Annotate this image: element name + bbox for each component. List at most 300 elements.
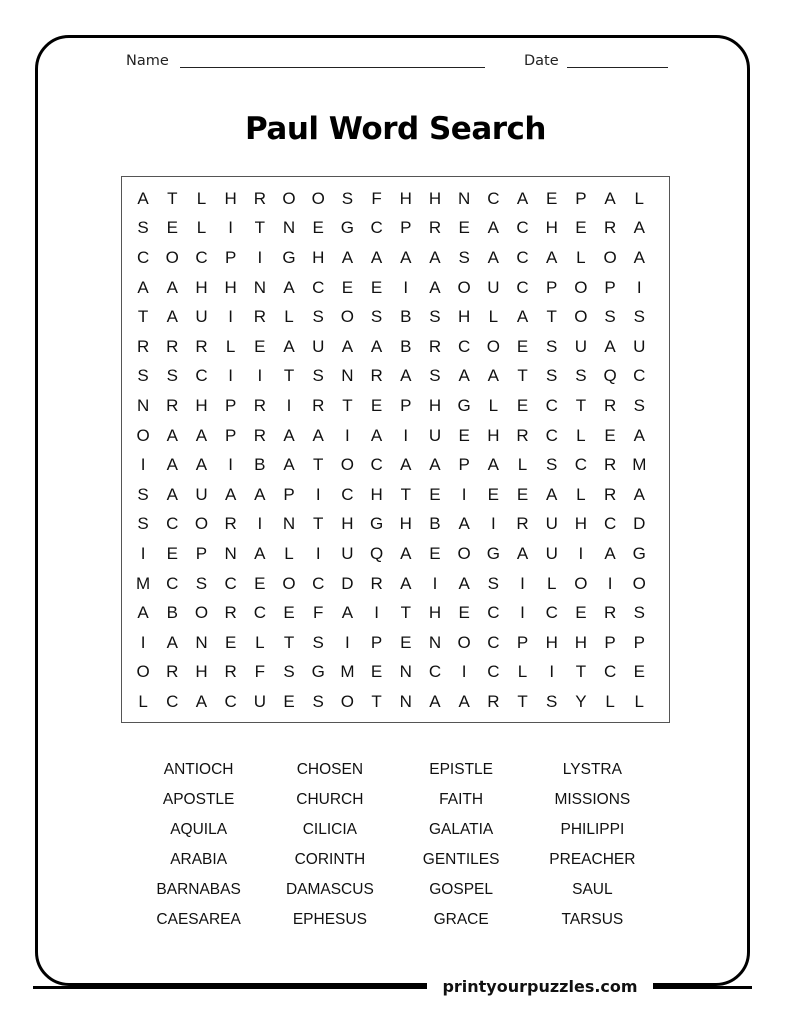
- word-list-item: PHILIPPI: [560, 821, 625, 838]
- word-list-item: CHURCH: [296, 791, 364, 808]
- grid-letter: A: [458, 573, 470, 593]
- word-list-item: EPHESUS: [292, 911, 367, 928]
- grid-letter: I: [315, 543, 321, 563]
- grid-letter: N: [224, 543, 237, 563]
- grid-letter: H: [399, 514, 412, 534]
- grid-letter: I: [578, 543, 584, 563]
- grid-letter: R: [603, 395, 617, 415]
- grid-letter: O: [340, 455, 355, 475]
- word-list-item: FAITH: [439, 791, 484, 808]
- grid-letter: E: [166, 543, 178, 563]
- grid-letter: C: [487, 603, 500, 623]
- grid-letter: N: [253, 277, 266, 297]
- grid-letter: L: [138, 691, 148, 711]
- word-list-item: PREACHER: [549, 851, 636, 868]
- grid-letter: A: [254, 484, 266, 504]
- grid-letter: E: [458, 425, 470, 445]
- grid-letter: H: [370, 484, 383, 504]
- grid-padding: [391, 177, 420, 184]
- grid-letter: A: [195, 691, 208, 711]
- grid-letter: S: [546, 366, 558, 386]
- grid-letter: O: [457, 632, 471, 652]
- grid-letter: A: [458, 691, 470, 711]
- word-list-item: ARABIA: [170, 851, 228, 868]
- grid-letter: T: [313, 455, 324, 475]
- grid-letter: N: [341, 366, 354, 386]
- grid-letter: S: [458, 247, 470, 267]
- grid-letter: I: [257, 247, 263, 267]
- grid-letter: H: [428, 603, 442, 623]
- grid-letter: A: [166, 425, 178, 445]
- grid-letter: S: [546, 336, 558, 356]
- grid-letter: H: [428, 188, 442, 208]
- grid-letter: E: [400, 632, 412, 652]
- name-line: [180, 67, 485, 68]
- grid-letter: E: [546, 188, 558, 208]
- grid-letter: R: [224, 603, 237, 623]
- grid-letter: R: [603, 218, 617, 238]
- grid-padding: [654, 362, 669, 392]
- grid-letter: I: [140, 543, 146, 563]
- grid-letter: U: [545, 514, 558, 534]
- grid-letter: A: [283, 455, 295, 475]
- grid-letter: A: [633, 247, 645, 267]
- grid-letter: A: [604, 336, 616, 356]
- grid-letter: L: [634, 188, 645, 208]
- grid-letter: A: [341, 603, 354, 623]
- grid-padding: [654, 658, 669, 688]
- grid-padding: [362, 177, 391, 184]
- grid-letter: A: [341, 336, 354, 356]
- grid-letter: O: [311, 188, 325, 208]
- grid-letter: G: [457, 395, 471, 415]
- grid-letter: U: [253, 691, 266, 711]
- grid-letter: A: [195, 455, 208, 475]
- letter-grid: [121, 176, 670, 723]
- grid-letter: S: [546, 691, 558, 711]
- grid-letter: C: [545, 603, 558, 623]
- grid-letter: N: [428, 632, 442, 652]
- grid-letter: I: [228, 218, 234, 238]
- grid-letter: Q: [603, 366, 617, 386]
- grid-letter: C: [516, 218, 529, 238]
- grid-letter: R: [224, 662, 237, 682]
- grid-letter: H: [312, 247, 325, 267]
- grid-letter: I: [315, 484, 321, 504]
- grid-letter: S: [137, 218, 149, 238]
- grid-letter: A: [283, 277, 295, 297]
- grid-letter: S: [604, 307, 616, 327]
- grid-letter: A: [370, 425, 383, 445]
- date-label: Date: [524, 53, 559, 69]
- grid-padding: [508, 177, 537, 184]
- grid-letter: F: [371, 188, 382, 208]
- date-line: [567, 67, 668, 68]
- word-list-item: CORINTH: [294, 851, 366, 868]
- grid-letter: A: [312, 425, 324, 445]
- grid-letter: U: [487, 277, 500, 297]
- word-list-item: MISSIONS: [554, 791, 631, 808]
- footer-divider-left: [33, 986, 427, 989]
- grid-letter: T: [371, 691, 382, 711]
- grid-letter: O: [194, 514, 209, 534]
- grid-letter: T: [254, 218, 266, 238]
- grid-letter: I: [257, 366, 263, 386]
- grid-padding: [654, 421, 669, 451]
- grid-letter: A: [400, 455, 412, 475]
- grid-letter: I: [345, 425, 350, 445]
- grid-letter: A: [546, 484, 558, 504]
- grid-padding: [187, 177, 216, 184]
- grid-letter: E: [283, 691, 295, 711]
- grid-letter: N: [136, 395, 150, 415]
- grid-letter: H: [487, 425, 500, 445]
- grid-letter: C: [253, 603, 266, 623]
- grid-letter: P: [224, 247, 237, 267]
- word-list-item: GENTILES: [422, 851, 500, 868]
- grid-letter: L: [546, 573, 557, 593]
- word-list-item: TARSUS: [561, 911, 624, 928]
- grid-letter: U: [195, 484, 208, 504]
- grid-letter: U: [545, 543, 558, 563]
- grid-letter: A: [429, 455, 441, 475]
- grid-letter: P: [224, 425, 237, 445]
- grid-letter: G: [632, 543, 646, 563]
- grid-letter: R: [370, 366, 383, 386]
- grid-letter: P: [195, 543, 208, 563]
- grid-letter: O: [136, 662, 150, 682]
- grid-padding: [654, 598, 669, 628]
- grid-letter: S: [312, 691, 324, 711]
- grid-letter: R: [253, 307, 266, 327]
- grid-padding: [245, 177, 274, 184]
- grid-padding: [654, 184, 669, 214]
- grid-letter: C: [136, 247, 150, 267]
- grid-letter: E: [341, 277, 354, 297]
- grid-letter: R: [166, 336, 179, 356]
- grid-letter: A: [400, 573, 412, 593]
- word-list-item: GRACE: [433, 911, 489, 928]
- grid-letter: A: [516, 307, 529, 327]
- grid-letter: E: [516, 336, 529, 356]
- grid-letter: S: [487, 573, 500, 593]
- grid-letter: A: [166, 277, 178, 297]
- grid-letter: I: [374, 603, 379, 623]
- grid-letter: A: [195, 425, 208, 445]
- grid-letter: O: [165, 247, 179, 267]
- grid-letter: N: [399, 691, 412, 711]
- grid-letter: H: [399, 188, 412, 208]
- grid-letter: O: [632, 573, 646, 593]
- grid-padding: [625, 177, 654, 184]
- word-list-item: CAESAREA: [156, 911, 241, 928]
- grid-letter: C: [516, 277, 529, 297]
- grid-letter: O: [574, 277, 588, 297]
- word-list-item: SAUL: [572, 881, 613, 898]
- grid-letter: N: [399, 662, 412, 682]
- word-list-item: AQUILA: [170, 821, 228, 838]
- grid-letter: H: [574, 514, 588, 534]
- grid-letter: R: [166, 662, 179, 682]
- grid-letter: S: [137, 366, 149, 386]
- grid-letter: O: [194, 603, 209, 623]
- grid-letter: E: [429, 543, 441, 563]
- grid-letter: I: [607, 573, 613, 593]
- grid-letter: P: [458, 455, 470, 475]
- grid-letter: P: [633, 632, 645, 652]
- grid-letter: A: [487, 218, 500, 238]
- grid-letter: O: [574, 307, 588, 327]
- grid-letter: P: [400, 218, 412, 238]
- grid-padding: [654, 273, 669, 303]
- grid-letter: L: [605, 691, 615, 711]
- grid-letter: E: [312, 218, 324, 238]
- grid-letter: N: [458, 188, 471, 208]
- grid-padding: [420, 177, 449, 184]
- grid-letter: C: [166, 573, 179, 593]
- grid-letter: E: [516, 484, 529, 504]
- grid-letter: E: [370, 277, 383, 297]
- grid-letter: I: [636, 277, 642, 297]
- grid-letter: L: [576, 484, 586, 504]
- grid-letter: B: [400, 336, 412, 356]
- grid-letter: S: [575, 366, 587, 386]
- grid-letter: E: [166, 218, 178, 238]
- grid-letter: S: [283, 662, 295, 682]
- grid-letter: A: [633, 425, 645, 445]
- grid-letter: A: [429, 277, 441, 297]
- grid-letter: C: [545, 395, 558, 415]
- grid-padding: [274, 177, 303, 184]
- grid-letter: M: [632, 455, 647, 475]
- grid-letter: R: [487, 691, 500, 711]
- grid-letter: A: [604, 543, 616, 563]
- grid-letter: C: [370, 455, 383, 475]
- grid-letter: S: [633, 395, 645, 415]
- grid-letter: A: [137, 277, 149, 297]
- grid-letter: L: [284, 543, 294, 563]
- grid-letter: O: [574, 573, 588, 593]
- grid-letter: A: [604, 188, 616, 208]
- grid-letter: F: [254, 662, 266, 682]
- grid-letter: L: [488, 395, 499, 415]
- footer-site: printyourpuzzles.com: [427, 974, 653, 1000]
- grid-letter: T: [313, 514, 324, 534]
- grid-letter: P: [604, 277, 616, 297]
- grid-letter: A: [166, 455, 178, 475]
- grid-letter: O: [340, 691, 355, 711]
- grid-letter: C: [195, 247, 208, 267]
- grid-letter: A: [633, 484, 645, 504]
- grid-letter: F: [313, 603, 324, 623]
- grid-letter: B: [400, 307, 412, 327]
- grid-letter: R: [428, 218, 442, 238]
- grid-letter: E: [429, 484, 441, 504]
- grid-letter: S: [429, 307, 441, 327]
- grid-letter: C: [428, 662, 442, 682]
- grid-letter: A: [166, 632, 178, 652]
- grid-letter: L: [196, 188, 207, 208]
- word-list-item: CILICIA: [302, 821, 357, 838]
- grid-letter: A: [546, 247, 558, 267]
- grid-letter: I: [228, 307, 234, 327]
- grid-letter: O: [457, 277, 471, 297]
- grid-letter: S: [312, 307, 324, 327]
- grid-letter: H: [195, 662, 208, 682]
- grid-padding: [566, 177, 595, 184]
- grid-letter: I: [228, 455, 234, 475]
- grid-letter: C: [487, 632, 500, 652]
- grid-letter: L: [517, 455, 528, 475]
- grid-letter: C: [545, 425, 558, 445]
- grid-letter: H: [458, 307, 471, 327]
- grid-letter: P: [370, 632, 383, 652]
- grid-letter: H: [224, 277, 237, 297]
- grid-padding: [654, 177, 669, 184]
- grid-padding: [654, 687, 669, 717]
- grid-letter: R: [253, 425, 266, 445]
- word-list-item: LYSTRA: [562, 761, 622, 778]
- grid-letter: E: [458, 218, 470, 238]
- grid-letter: U: [428, 425, 442, 445]
- grid-letter: H: [428, 395, 442, 415]
- grid-letter: C: [341, 484, 354, 504]
- grid-letter: A: [429, 247, 441, 267]
- grid-letter: S: [137, 484, 149, 504]
- grid-letter: U: [633, 336, 646, 356]
- grid-padding: [333, 177, 362, 184]
- grid-letter: H: [545, 218, 558, 238]
- grid-padding: [537, 177, 566, 184]
- grid-letter: G: [282, 247, 296, 267]
- grid-letter: A: [370, 247, 383, 267]
- grid-letter: E: [254, 573, 266, 593]
- grid-letter: L: [634, 691, 645, 711]
- word-list: [133, 755, 658, 935]
- grid-letter: A: [254, 543, 266, 563]
- grid-letter: G: [311, 662, 325, 682]
- page-title: Paul Word Search: [245, 111, 546, 147]
- grid-letter: C: [224, 573, 237, 593]
- grid-letter: P: [400, 395, 412, 415]
- grid-letter: H: [574, 632, 588, 652]
- grid-letter: R: [253, 395, 266, 415]
- grid-letter: U: [195, 307, 208, 327]
- grid-letter: P: [516, 632, 529, 652]
- grid-letter: I: [140, 455, 146, 475]
- grid-letter: H: [545, 632, 558, 652]
- grid-letter: L: [196, 218, 207, 238]
- grid-padding: [304, 177, 333, 184]
- grid-letter: E: [575, 603, 587, 623]
- grid-letter: C: [487, 188, 500, 208]
- grid-letter: O: [282, 188, 296, 208]
- grid-padding: [216, 177, 245, 184]
- grid-letter: A: [341, 247, 354, 267]
- grid-letter: C: [603, 514, 617, 534]
- grid-letter: R: [370, 573, 383, 593]
- footer-divider-right: [653, 986, 752, 989]
- grid-letter: I: [490, 514, 496, 534]
- grid-letter: S: [633, 603, 645, 623]
- grid-padding: [654, 243, 669, 273]
- grid-letter: C: [633, 366, 646, 386]
- grid-letter: L: [488, 307, 499, 327]
- name-label: Name: [126, 53, 169, 69]
- grid-letter: B: [166, 603, 178, 623]
- grid-letter: S: [429, 366, 441, 386]
- grid-letter: R: [516, 514, 529, 534]
- grid-letter: I: [461, 484, 467, 504]
- grid-letter: C: [487, 662, 500, 682]
- grid-letter: D: [633, 514, 646, 534]
- grid-letter: L: [517, 662, 528, 682]
- grid-letter: Y: [575, 691, 587, 711]
- grid-letter: C: [516, 247, 529, 267]
- grid-letter: G: [486, 543, 500, 563]
- grid-letter: T: [575, 395, 587, 415]
- grid-padding: [654, 450, 669, 480]
- grid-letter: C: [603, 662, 617, 682]
- grid-letter: S: [633, 307, 645, 327]
- grid-letter: A: [429, 691, 441, 711]
- grid-letter: C: [166, 691, 179, 711]
- grid-letter: I: [549, 662, 555, 682]
- grid-padding: [654, 480, 669, 510]
- grid-letter: R: [136, 336, 150, 356]
- grid-letter: T: [342, 395, 353, 415]
- grid-letter: P: [283, 484, 295, 504]
- grid-letter: T: [517, 366, 528, 386]
- grid-letter: A: [283, 425, 295, 445]
- grid-letter: N: [282, 514, 296, 534]
- grid-letter: S: [370, 307, 383, 327]
- grid-letter: E: [254, 336, 266, 356]
- grid-letter: A: [487, 366, 500, 386]
- grid-letter: S: [341, 188, 354, 208]
- grid-letter: E: [283, 603, 295, 623]
- word-list-item: CHOSEN: [296, 761, 364, 778]
- grid-letter: R: [224, 514, 237, 534]
- grid-letter: E: [370, 662, 383, 682]
- grid-letter: T: [167, 188, 178, 208]
- grid-letter: R: [516, 425, 529, 445]
- grid-letter: H: [195, 395, 208, 415]
- grid-letter: E: [575, 218, 587, 238]
- grid-letter: U: [341, 543, 354, 563]
- grid-letter: A: [400, 366, 412, 386]
- word-list-item: ANTIOCH: [163, 761, 234, 778]
- grid-letter: S: [312, 632, 324, 652]
- grid-letter: R: [603, 455, 617, 475]
- grid-letter: T: [575, 662, 587, 682]
- grid-letter: L: [225, 336, 236, 356]
- grid-padding: [654, 332, 669, 362]
- grid-letter: A: [166, 307, 178, 327]
- grid-letter: A: [137, 188, 149, 208]
- grid-letter: I: [461, 662, 467, 682]
- grid-padding: [654, 510, 669, 540]
- grid-letter: D: [341, 573, 354, 593]
- grid-letter: A: [516, 188, 529, 208]
- grid-letter: P: [546, 277, 558, 297]
- word-list-item: EPISTLE: [429, 761, 493, 778]
- grid-letter: L: [576, 247, 586, 267]
- grid-letter: C: [166, 514, 179, 534]
- grid-letter: T: [283, 632, 295, 652]
- grid-letter: I: [286, 395, 292, 415]
- grid-padding: [654, 214, 669, 244]
